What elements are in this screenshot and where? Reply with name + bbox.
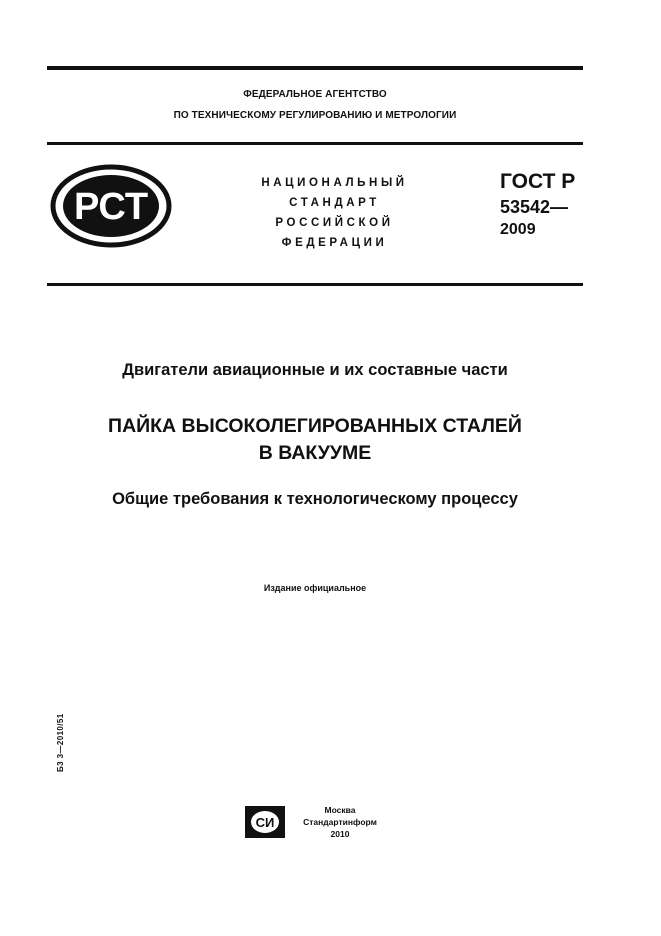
rst-logo-icon	[50, 164, 172, 248]
standard-code-line-2: 53542—	[500, 197, 569, 217]
natstd-line-4: ФЕДЕРАЦИИ	[281, 237, 388, 249]
standard-code-line-1: ГОСТ Р	[500, 170, 576, 193]
agency-line-1: ФЕДЕРАЛЬНОЕ АГЕНТСТВО	[243, 89, 387, 100]
document-title-line-2: В ВАКУУМЕ	[258, 442, 372, 464]
publisher-logo-icon	[244, 805, 286, 839]
publisher-block	[290, 804, 390, 840]
document-title-line-1: ПАЙКА ВЫСОКОЛЕГИРОВАННЫХ СТАЛЕЙ	[108, 415, 522, 437]
natstd-line-3: РОССИЙСКОЙ	[275, 217, 394, 229]
natstd-line-1: НАЦИОНАЛЬНЫЙ	[261, 177, 408, 189]
publisher-city: Москва	[324, 805, 356, 815]
rst-logo-text: РСТ	[73, 186, 149, 228]
top-rule	[47, 66, 583, 70]
standard-code-line-3: 2009	[500, 221, 536, 238]
national-standard-label	[232, 173, 437, 253]
header-divider	[47, 142, 583, 145]
publisher-logo-text: СИ	[255, 815, 275, 830]
edition-label: Издание официальное	[263, 583, 367, 593]
document-requirements: Общие требования к технологическому процессу	[112, 490, 518, 508]
document-title	[47, 413, 583, 467]
standard-code	[500, 169, 575, 241]
side-note: Б3 3—2010/51	[56, 713, 65, 772]
document-subtitle: Двигатели авиационные и их составные части	[122, 361, 508, 379]
natstd-line-2: СТАНДАРТ	[289, 197, 380, 209]
agency-line-2: ПО ТЕХНИЧЕСКОМУ РЕГУЛИРОВАНИЮ И МЕТРОЛОГИИ	[173, 110, 457, 121]
publication-year: 2010	[330, 829, 350, 839]
publisher-name: Стандартинформ	[303, 817, 377, 827]
title-block-divider	[47, 283, 583, 286]
